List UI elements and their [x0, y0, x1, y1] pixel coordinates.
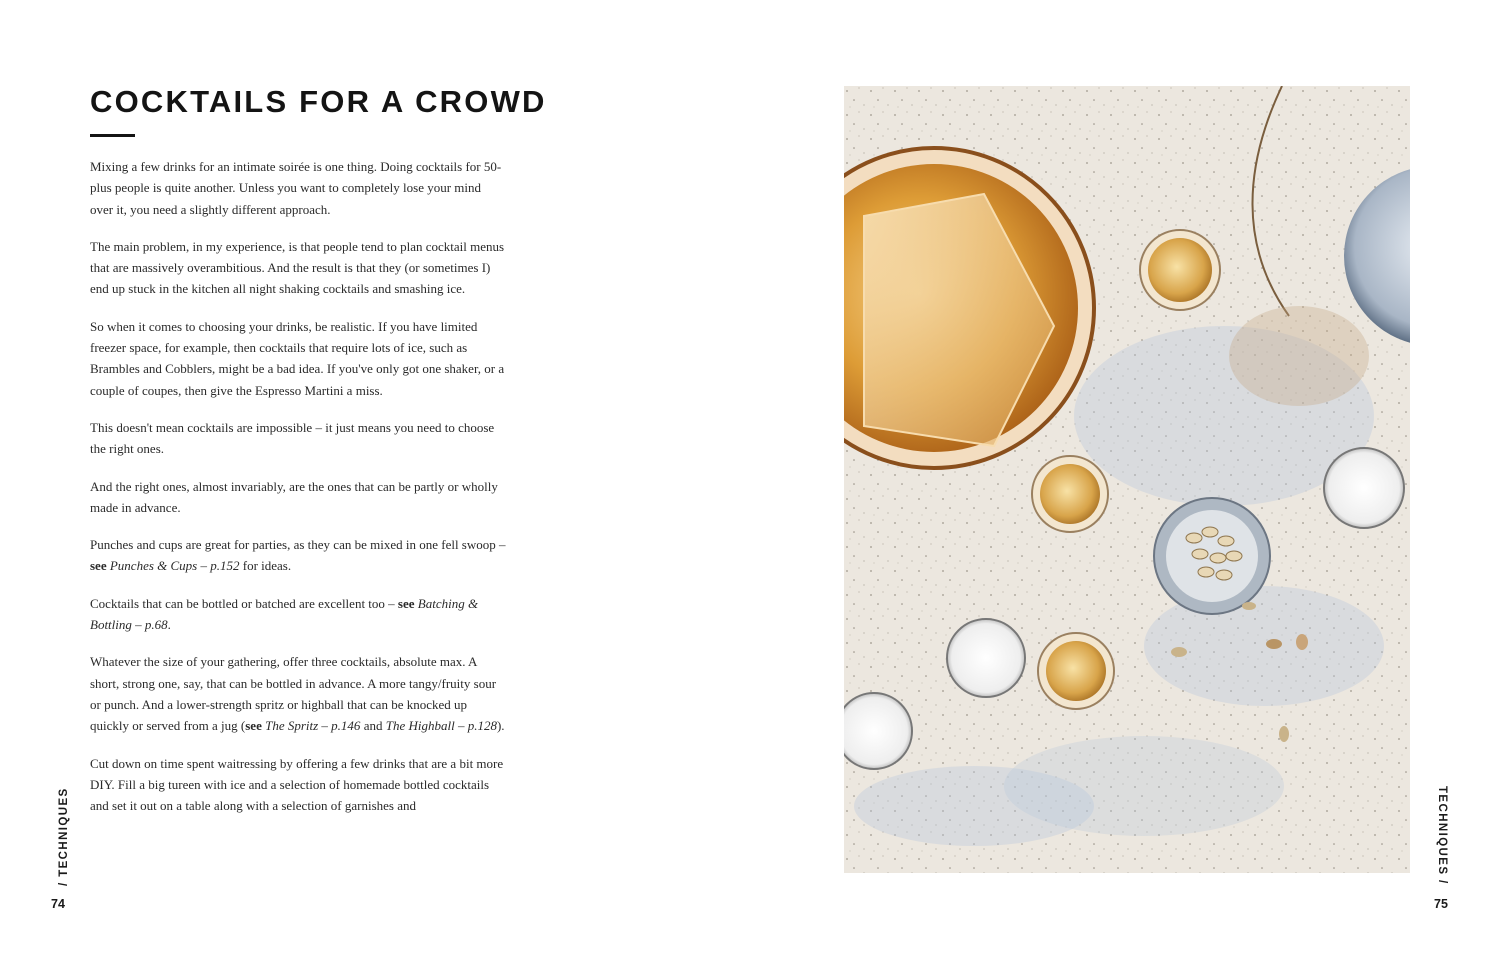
page-number-right: 75	[1434, 897, 1448, 911]
paragraph-3: So when it comes to choosing your drinks, be realistic. If you have limited freezer space, for example, then cocktails that require lots of ice, such as Brambles and Cobblers, might be a bad idea. If you've only got one shaker, or a couple of coupes, then give the Espresso Martini a miss.	[90, 318, 505, 398]
pistachio-shell	[1296, 634, 1308, 650]
paragraph-1: Mixing a few drinks for an intimate soirée is one thing. Doing cocktails for 50-plus people is quite another. Unless you want to completely lose your mind over it, you need a slightly different approach.	[90, 159, 502, 217]
empty-glass	[947, 619, 1025, 697]
paragraph-7: Cocktails that can be bottled or batched are excellent too – see Batching & Bottling – p.68.	[90, 595, 479, 633]
paragraph-8: Whatever the size of your gathering, offer three cocktails, absolute max. A short, strong one, say, that can be bottled in advance. A more tangy/fruity sour or punch. And a lower-strength spritz or highball that can be knocked up quickly or served from a jug (see The Spritz – p.146 and The Highball – p.128).	[90, 654, 505, 734]
page-number-left: 74	[51, 897, 65, 911]
title-underline	[90, 134, 135, 137]
section-label-right: TECHNIQUES /	[1436, 786, 1448, 885]
section-label-left: / TECHNIQUES	[58, 787, 70, 886]
cross-reference: The Highball – p.128	[385, 718, 497, 734]
paragraph-5: And the right ones, almost invariably, are the ones that can be partly or wholly made in advance.	[90, 478, 498, 515]
shot-glass	[1140, 230, 1220, 310]
cross-reference: Punches & Cups – p.152	[109, 558, 240, 574]
cocktail-table-photo	[844, 86, 1410, 873]
empty-glass	[844, 693, 912, 769]
paragraph-9: Cut down on time spent waitressing by offering a few drinks that are a bit more DIY. Fill a big tureen with ice and a selection of homemade bottled cocktails and set it out on a table along with a selection of garnishes and	[90, 755, 504, 814]
page-title: COCKTAILS FOR A CROWD	[90, 84, 547, 119]
pistachio-shell	[1279, 726, 1289, 742]
pistachio-shell	[1266, 639, 1282, 649]
paragraph-6: Punches and cups are great for parties, as they can be mixed in one fell swoop – see Punches & Cups – p.152 for ideas.	[90, 537, 506, 574]
see-keyword: see	[397, 595, 415, 611]
pistachio-shell	[1242, 602, 1256, 610]
see-keyword: see	[90, 558, 107, 574]
shot-glass	[1038, 633, 1114, 709]
empty-glass	[1324, 448, 1404, 528]
paragraph-2: The main problem, in my experience, is that people tend to plan cocktail menus that are massively overambitious. And the result is that they (or sometimes I) end up stuck in the kitchen all night shaking cocktails and smashing ice.	[90, 238, 505, 297]
see-keyword: see	[245, 718, 262, 734]
body-text	[90, 156, 506, 832]
pistachio-shell	[1171, 647, 1187, 657]
paragraph-4: This doesn't mean cocktails are impossible – it just means you need to choose the right ones.	[90, 419, 495, 457]
cross-reference: Batching & Bottling – p.68	[90, 595, 479, 633]
shot-glass	[1032, 456, 1108, 532]
cross-reference: The Spritz – p.146	[265, 718, 361, 734]
pistachio-bowl	[1154, 498, 1270, 614]
